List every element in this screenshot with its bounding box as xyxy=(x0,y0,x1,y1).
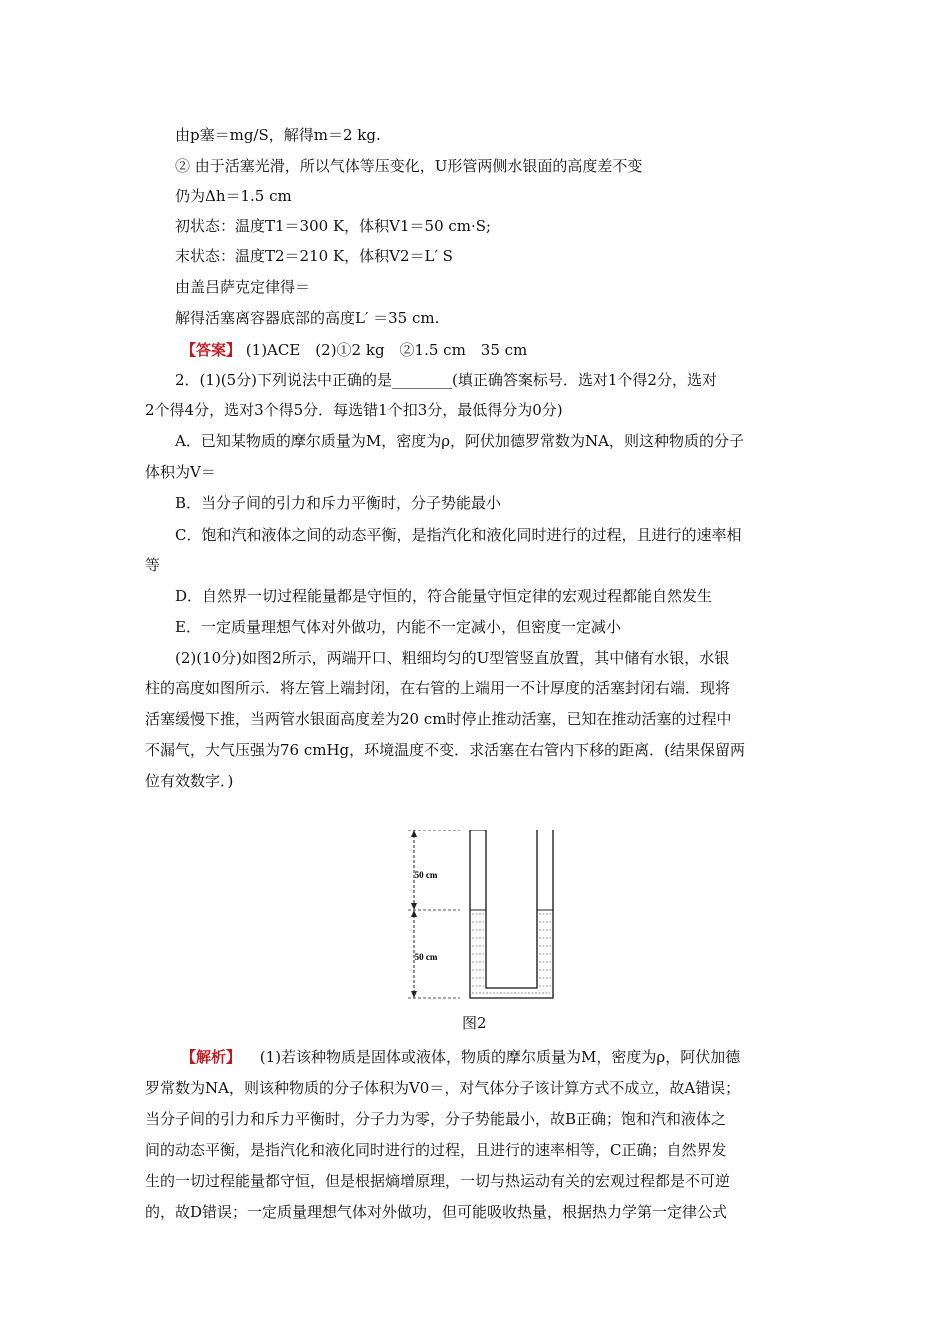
text-line: 由p塞＝mg/S，解得m＝2 kg. xyxy=(175,126,381,144)
answer-tag: 【答案】 xyxy=(181,341,242,359)
text-line: 解得活塞离容器底部的高度L′ ＝35 cm. xyxy=(175,309,440,327)
text-line: 末状态：温度T2＝210 K，体积V2＝L′ S xyxy=(175,247,453,265)
question-2-line: (2)(10分)如图2所示，两端开口、粗细均匀的U型管竖直放置，其中储有水银，水银 xyxy=(175,649,730,667)
u-tube-figure xyxy=(400,830,560,1040)
text-line: ② 由于活塞光滑，所以气体等压变化，U形管两侧水银面的高度差不变 xyxy=(175,157,643,175)
figure-caption: 图2 xyxy=(462,1014,487,1032)
answer-line xyxy=(181,340,527,360)
answer-text: (1)ACE (2)①2 kg ②1.5 cm 35 cm xyxy=(245,341,528,359)
analysis-line xyxy=(181,1047,740,1067)
label-bottom: 50 cm xyxy=(414,952,438,962)
mercury-fill xyxy=(472,914,551,993)
text-line: 初状态：温度T1＝300 K，体积V1＝50 cm·S; xyxy=(175,217,492,235)
label-top: 50 cm xyxy=(414,870,438,880)
question-2-line: 活塞缓慢下推，当两管水银面高度差为20 cm时停止推动活塞，已知在推动活塞的过程中 xyxy=(145,710,732,728)
u-tube-inner xyxy=(486,830,537,988)
question-2-line: 位有效数字．) xyxy=(145,772,234,790)
analysis-line: 当分子间的引力和斥力平衡时，分子力为零，分子势能最小，故B正确；饱和汽和液体之 xyxy=(145,1110,727,1128)
option-c: C．饱和汽和液体之间的动态平衡，是指汽化和液化同时进行的过程，且进行的速率相 xyxy=(175,526,742,544)
option-a-cont: 体积为V＝ xyxy=(145,463,216,481)
option-d: D．自然界一切过程能量都是守恒的，符合能量守恒定律的宏观过程都能自然发生 xyxy=(175,587,713,605)
option-a: A．已知某物质的摩尔质量为M，密度为ρ，阿伏加德罗常数为NA，则这种物质的分子 xyxy=(175,432,744,450)
question-2-line: 不漏气，大气压强为76 cmHg，环境温度不变．求活塞在右管内下移的距离．(结果保留两 xyxy=(145,741,746,759)
text-line: 由盖吕萨克定律得＝ xyxy=(175,278,311,296)
analysis-line: 罗常数为NA，则该种物质的分子体积为V0＝，对气体分子该计算方式不成立，故A错误； xyxy=(145,1079,741,1097)
analysis-line: 间的动态平衡，是指汽化和液化同时进行的过程，且进行的速率相等，C正确；自然界发 xyxy=(145,1141,727,1159)
analysis-line: 的，故D错误；一定质量理想气体对外做功，但可能吸收热量，根据热力学第一定律公式 xyxy=(145,1203,728,1221)
question-line: 2个得4分，选对3个得5分．每选错1个扣3分，最低得分为0分) xyxy=(145,401,563,419)
option-b: B．当分子间的引力和斥力平衡时，分子势能最小 xyxy=(175,494,502,512)
question-2-line: 柱的高度如图所示．将左管上端封闭，在右管的上端用一不计厚度的活塞封闭右端．现将 xyxy=(145,679,731,697)
option-c-cont: 等 xyxy=(145,556,161,574)
text-line: 仍为Δh＝1.5 cm xyxy=(175,187,292,205)
analysis-line: 生的一切过程能量都守恒，但是根据熵增原理，一切与热运动有关的宏观过程都是不可逆 xyxy=(145,1172,731,1190)
question-line: 2．(1)(5分)下列说法中正确的是________(填正确答案标号．选对1个得2分，选对 xyxy=(175,371,717,389)
option-e: E．一定质量理想气体对外做功，内能不一定减小，但密度一定减小 xyxy=(175,618,621,636)
analysis-text: (1)若该种物质是固体或液体，物质的摩尔质量为M，密度为ρ，阿伏加德 xyxy=(259,1048,741,1066)
analysis-tag: 【解析】 xyxy=(181,1048,242,1066)
